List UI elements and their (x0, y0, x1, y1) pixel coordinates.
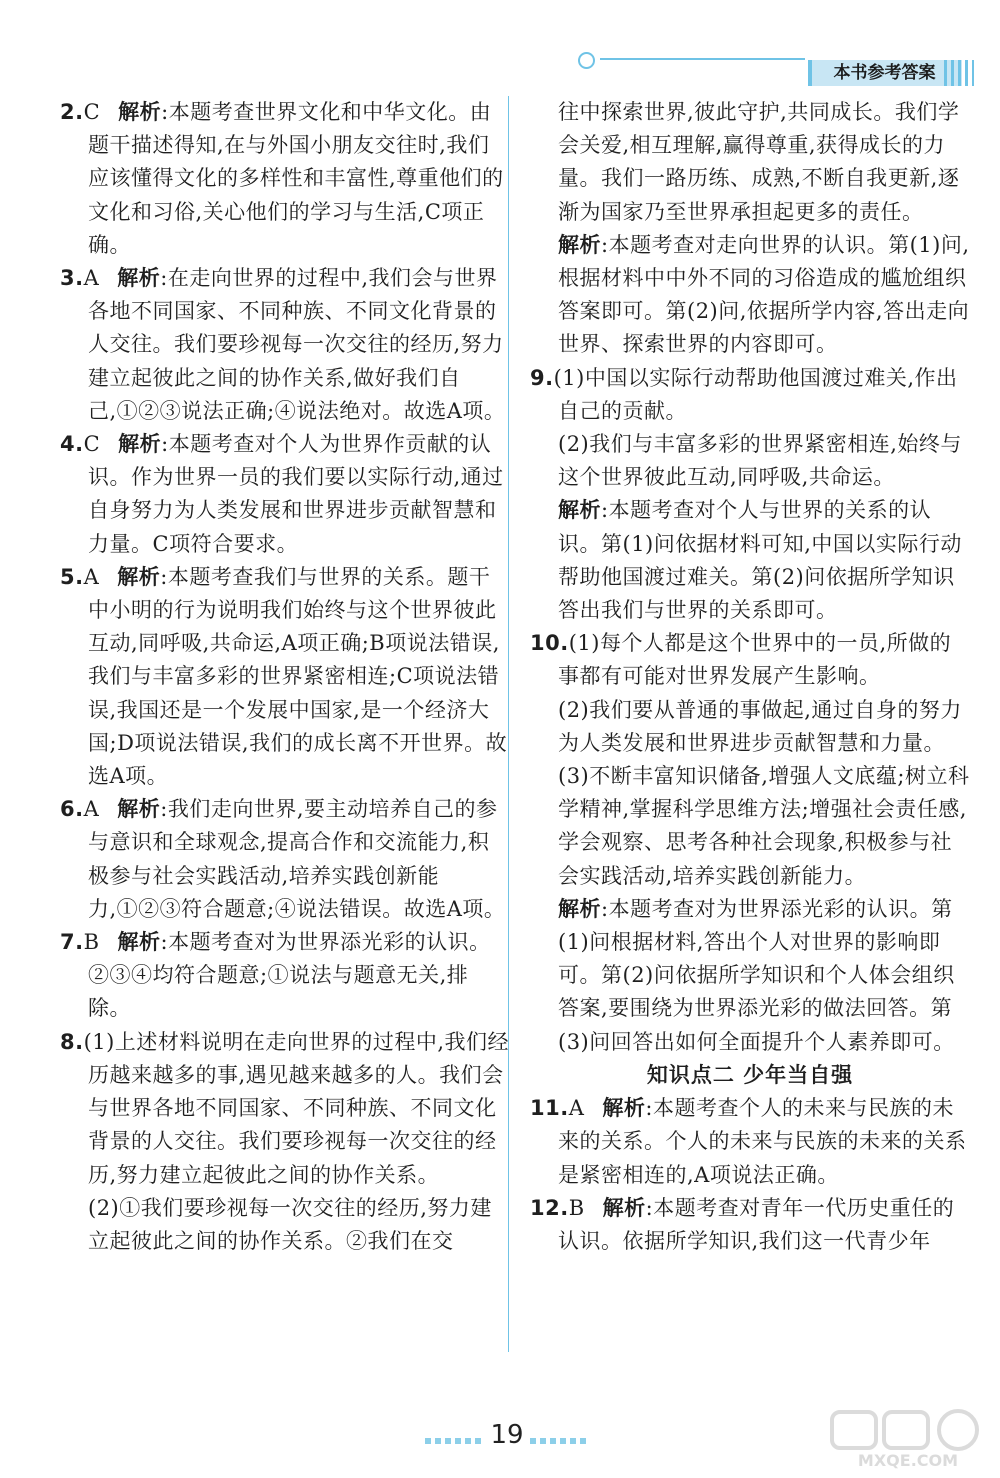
header-title: 本书参考答案 (833, 63, 936, 83)
analysis-text: :本题考查对为世界添光彩的认识。第(1)问根据材料,答出个人对世界的影响即可。第(2)问依据所学知识和个人体会组织答案,要围绕为世界添光彩的做法回答。第(3)问回答出如何全面提升个人素养即可。 (558, 896, 955, 1054)
analysis-text: :本题考查对个人为世界作贡献的认识。作为世界一员的我们要以实际行动,通过自身努力为人类发展和世界进步贡献智慧和力量。C项符合要求。 (88, 432, 504, 556)
analysis-8 (530, 229, 970, 362)
question-number: 11. (530, 1096, 569, 1121)
header-stripes (944, 60, 974, 86)
analysis-text: :本题考查对青年一代历史重任的认识。依据所学知识,我们这一代青少年 (558, 1195, 955, 1253)
answer-choice: C (83, 100, 101, 124)
answer-choice: A (83, 266, 100, 291)
question-number: 5. (60, 564, 84, 589)
answer-paragraph: (3)不断丰富知识储备,增强人文底蕴;树立科学精神,掌握科学思维方法;增强社会责任感,学会观察、思考各种社会现象,积极参与社会实践活动,培养实践创新能力。 (558, 764, 970, 888)
answer-choice: A (83, 564, 100, 589)
analysis-label: 解析 (558, 498, 601, 523)
header-rule (600, 58, 805, 60)
watermark-text: MXQE.COM (857, 1451, 959, 1470)
analysis-label: 解析 (117, 797, 161, 822)
question-number: 4. (60, 432, 84, 457)
question-number: 8. (60, 1029, 84, 1054)
analysis-label: 解析 (117, 266, 161, 291)
analysis-label: 解析 (558, 896, 601, 921)
answer-5 (60, 561, 510, 793)
answer-paragraph: (2)我们与丰富多彩的世界紧密相连,始终与这个世界彼此互动,同呼吸,共命运。 (558, 432, 962, 490)
answer-paragraph-continued: 往中探索世界,彼此守护,共同成长。我们学会关爱,相互理解,赢得尊重,获得成长的力量。我们一路历练、成熟,不断自我更新,逐渐为国家乃至世界承担起更多的责任。 (558, 100, 960, 224)
answer-choice: A (83, 797, 100, 822)
analysis-text: :我们走向世界,要主动培养自己的参与意识和全球观念,提高合作和交流能力,积极参与社会实践活动,培养实践创新能力,①②③符合题意;④说法错误。故选A项。 (88, 797, 506, 921)
header-circle-ornament (578, 52, 595, 69)
section-heading: 知识点二 少年当自强 (646, 1062, 854, 1087)
answer-choice: B (83, 930, 100, 955)
page-header (0, 0, 1000, 96)
analysis-label: 解析 (602, 1096, 646, 1121)
answer-paragraph: (1)每个人都是这个世界中的一员,所做的事都有可能对世界发展产生影响。 (558, 631, 952, 689)
analysis-text: :本题考查我们与世界的关系。题干中小明的行为说明我们始终与这个世界彼此互动,同呼吸,共命运,A项正确;B项说法错误,我们与丰富多彩的世界紧密相连;C项说法错误,我国还是一个发展中国家,是一个经济大国;D项说法错误,我们的成长离不开世界。故选A项。 (88, 564, 508, 789)
analysis-label: 解析 (118, 100, 162, 124)
answer-paragraph: (1)中国以实际行动帮助他国渡过难关,作出自己的贡献。 (553, 365, 958, 423)
analysis-label: 解析 (558, 232, 601, 257)
footer-ornament-right (530, 1438, 590, 1444)
answer-7 (60, 926, 510, 1026)
answer-10 (530, 627, 970, 693)
footer-ornament-left (425, 1438, 485, 1444)
analysis-text: :本题考查世界文化和中华文化。由题干描述得知,在与外国小朋友交往时,我们应该懂得文化的多样性和丰富性,尊重他们的文化和习俗,关心他们的学习与生活,C项正确。 (88, 100, 504, 257)
left-column (60, 96, 510, 1258)
question-number: 9. (530, 365, 554, 390)
analysis-9 (530, 494, 970, 627)
question-number: 2. (60, 100, 84, 124)
answer-8 (60, 1026, 510, 1192)
analysis-10 (530, 893, 970, 1059)
answer-11 (530, 1092, 970, 1192)
answer-2 (60, 96, 510, 262)
question-number: 3. (60, 266, 84, 291)
analysis-label: 解析 (117, 930, 161, 955)
analysis-text: :本题考查对为世界添光彩的认识。②③④均符合题意;①说法与题意无关,排除。 (88, 930, 491, 1021)
question-number: 10. (530, 631, 569, 656)
right-column (530, 96, 970, 1258)
answer-choice: A (568, 1096, 585, 1121)
question-number: 6. (60, 797, 84, 822)
analysis-label: 解析 (602, 1195, 646, 1220)
analysis-label: 解析 (117, 564, 161, 589)
answer-3 (60, 262, 510, 428)
question-number: 7. (60, 930, 84, 955)
question-number: 12. (530, 1195, 569, 1220)
analysis-label: 解析 (118, 432, 162, 457)
page-number: 19 (490, 1420, 524, 1450)
analysis-text: :本题考查对走向世界的认识。第(1)问,根据材料中中外不同的习俗造成的尴尬组织答案即可。第(2)问,依据所学内容,答出走向世界、探索世界的内容即可。 (558, 232, 970, 357)
answer-paragraph: (1)上述材料说明在走向世界的过程中,我们经历越来越多的事,遇见越来越多的人。我们会与世界各地不同国家、不同种族、不同文化背景的人交往。我们要珍视每一次交往的经历,努力建立起彼此之间的协作关系。 (83, 1029, 510, 1187)
answer-choice: C (83, 432, 101, 457)
analysis-text: :本题考查对个人与世界的关系的认识。第(1)问依据材料可知,中国以实际行动帮助他国渡过难关。第(2)问依据所学知识答出我们与世界的关系即可。 (558, 498, 962, 623)
watermark-logo-icon (828, 1408, 988, 1470)
analysis-text: :在走向世界的过程中,我们会与世界各地不同国家、不同种族、不同文化背景的人交往。我们要珍视每一次交往的经历,努力建立起彼此之间的协作关系,做好我们自己,①②③说法正确;④说法绝对。故选A项。 (88, 266, 506, 423)
answer-4 (60, 428, 510, 561)
answer-paragraph: (2)①我们要珍视每一次交往的经历,努力建立起彼此之间的协作关系。②我们在交 (88, 1195, 492, 1253)
analysis-text: :本题考查个人的未来与民族的未来的关系。个人的未来与民族的未来的关系是紧密相连的,A项说法正确。 (558, 1096, 967, 1187)
answer-9 (530, 362, 970, 428)
answer-6 (60, 793, 510, 926)
answer-choice: B (568, 1195, 585, 1220)
answer-12 (530, 1192, 970, 1258)
answer-paragraph: (2)我们要从普通的事做起,通过自身的努力为人类发展和世界进步贡献智慧和力量。 (558, 697, 962, 755)
